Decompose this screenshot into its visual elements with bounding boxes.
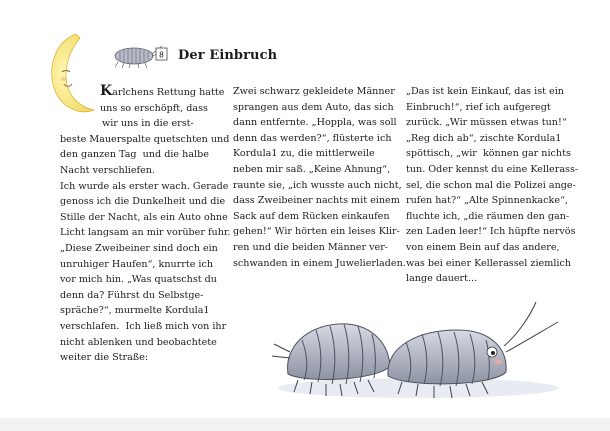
- text-line: sprangen aus dem Auto, das sich: [233, 101, 394, 113]
- text-line: „Diese Zweibeiner sind doch ein: [60, 242, 218, 254]
- text-line: beste Mauerspalte quetschten und: [60, 133, 230, 145]
- text-line: lange dauert...: [406, 273, 478, 285]
- text-column-1: [60, 83, 231, 366]
- text-line: Stille der Nacht, als ein Auto ohne: [60, 211, 228, 223]
- text-line: uns so erschöpft, dass: [100, 102, 208, 114]
- text-line: weiter die Straße:: [60, 352, 149, 364]
- text-line: denn da? Führst du Selbstge-: [60, 289, 204, 301]
- text-line: dann entfernte. „Hoppla, was soll: [233, 117, 397, 129]
- text-column-2: [233, 84, 406, 271]
- text-line: genoss ich die Dunkelheit und die: [60, 196, 226, 208]
- text-line: nicht ablenken und beobachtete: [60, 336, 217, 348]
- text-line: verschlafen. Ich ließ mich von ihr: [60, 320, 227, 332]
- text-line: Ich wurde als erster wach. Gerade: [60, 180, 229, 192]
- text-line: spräche?“, murmelte Kordula1: [60, 305, 210, 317]
- text-line: Licht langsam an mir vorüber fuhr.: [60, 227, 231, 239]
- text-line: unruhiger Haufen“, knurrte ich: [60, 258, 214, 270]
- text-line: wir uns in die erst-: [102, 118, 194, 130]
- text-line: Einbruch!“, rief ich aufgeregt: [406, 101, 551, 113]
- text-line: zurück. „Wir müssen etwas tun!“: [406, 117, 567, 129]
- text-line: denn das werden?“, flüsterte ich: [233, 132, 392, 144]
- text-line: dass Zweibeiner nachts mit einem: [233, 195, 400, 207]
- text-column-3: [406, 84, 579, 287]
- drop-cap: K: [100, 83, 113, 99]
- text-line: gehen!“ Wir hörten ein leises Klir-: [233, 226, 400, 238]
- text-line: Kordula1 zu, die mittlerweile: [233, 148, 375, 160]
- text-line: raunte sie, „ich wusste auch nicht,: [233, 179, 402, 191]
- text-line: Nacht verschliefen.: [60, 164, 156, 176]
- text-line: was bei einer Kellerassel ziemlich: [406, 257, 572, 269]
- woodlouse-illustration: [112, 40, 170, 68]
- text-line: fluchte ich, „die räumen den gan-: [406, 210, 570, 222]
- text-line: „Reg dich ab“, zischte Kordula1: [406, 132, 562, 144]
- text-line: vor mich hin. „Was quatschst du: [60, 274, 217, 286]
- text-line: [60, 84, 225, 101]
- text-line: „Das ist kein Einkauf, das ist ein: [406, 86, 564, 97]
- text-line: Zwei schwarz gekleidete Männer: [233, 86, 395, 97]
- text-line: von einem Bein auf das andere,: [406, 241, 560, 253]
- text-line: zen Laden leer!“ Ich hüpfte nervös: [406, 226, 576, 238]
- chapter-title: Der Einbruch: [178, 48, 278, 63]
- woodlice-pair-illustration: [268, 296, 568, 406]
- text-line: spöttisch, „wir können gar nichts: [406, 148, 571, 160]
- page-bottom-strip: [0, 418, 610, 431]
- text-line: sel, die schon mal die Polizei ange-: [406, 179, 576, 191]
- text-line: den ganzen Tag und die halbe: [60, 149, 209, 161]
- text-line: Sack auf dem Rücken einkaufen: [233, 210, 390, 222]
- text-line: ren und die beiden Männer ver-: [233, 241, 389, 253]
- text-line-rest: arlchens Rettung hatte: [112, 87, 225, 98]
- text-line: tun. Oder kennst du eine Kellerass-: [406, 163, 579, 175]
- text-line: neben mir saß. „Keine Ahnung“,: [233, 163, 391, 175]
- bug-badge-number: 8: [159, 50, 164, 60]
- text-line: schwanden in einem Juwelierladen.: [233, 257, 406, 269]
- text-line: rufen hat?“ „Alte Spinnenkacke“,: [406, 195, 568, 207]
